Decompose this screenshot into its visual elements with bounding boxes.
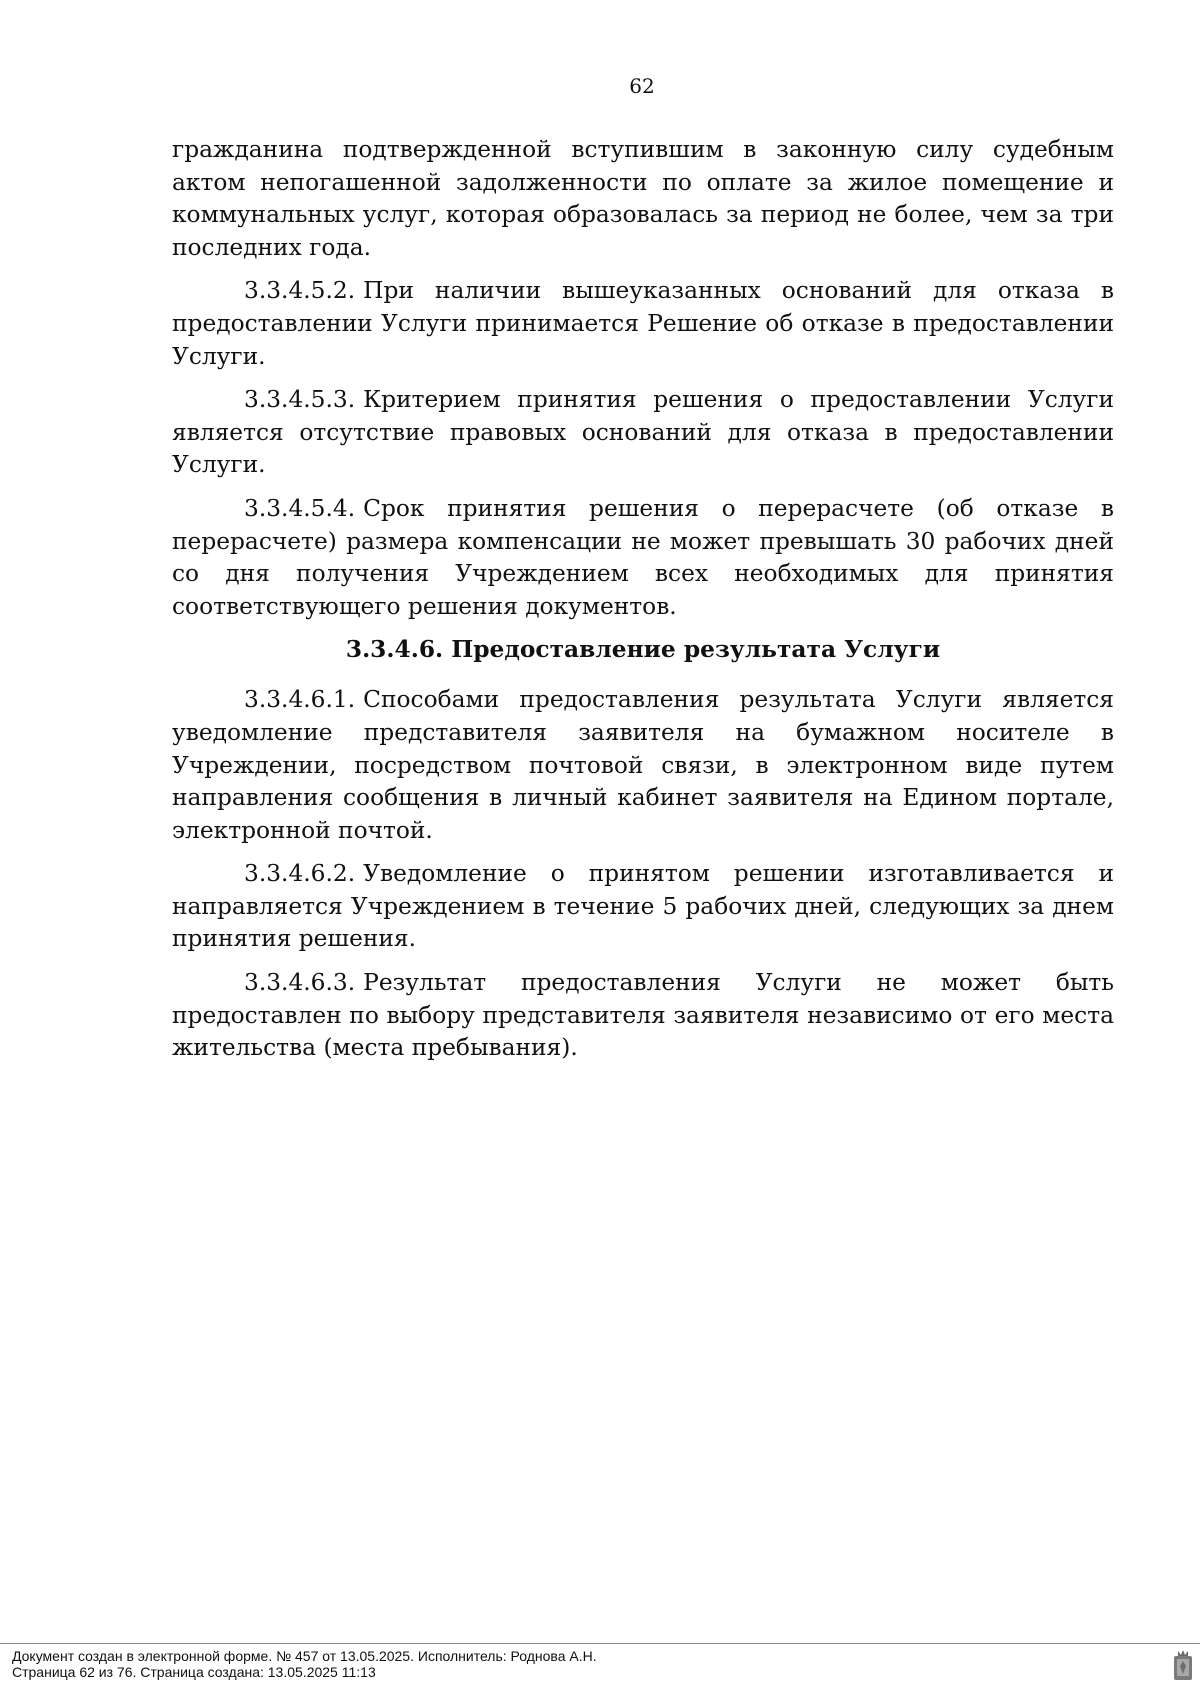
footer-divider <box>0 1643 1200 1644</box>
footer-line-document: Документ создан в электронной форме. № 457 от 13.05.2025. Исполнитель: Роднова А.Н. <box>12 1648 597 1664</box>
footer <box>12 1648 597 1680</box>
clause-text: Критерием принятия решения о предоставлении Услуги является отсутствие правовых оснований для отказа в предоставлении Услуги. <box>172 386 1114 479</box>
clause-number: 3.3.4.6.3. <box>244 969 356 997</box>
clause-text: При наличии вышеуказанных оснований для отказа в предоставлении Услуги принимается Решение об отказе в предоставлении Услуги. <box>172 277 1114 370</box>
document-body <box>172 134 1114 1076</box>
paragraph-3-3-4-5-2 <box>172 275 1114 373</box>
clause-text: Уведомление о принятом решении изготавливается и направляется Учреждением в течение 5 рабочих дней, следующих за днем принятия решения. <box>172 860 1114 953</box>
footer-line-page: Страница 62 из 76. Страница создана: 13.05.2025 11:13 <box>12 1664 376 1680</box>
clause-number: 3.3.4.5.2. <box>244 277 356 305</box>
coat-of-arms-icon <box>1172 1648 1194 1682</box>
paragraph-continuation: гражданина подтвержденной вступившим в законную силу судебным актом непогашенной задолженности по оплате за жилое помещение и коммунальных услуг, которая образовалась за период не более, чем за три последних года. <box>172 136 1114 261</box>
paragraph-3-3-4-5-4 <box>172 493 1114 623</box>
section-heading: 3.3.4.6. Предоставление результата Услуги <box>345 636 941 664</box>
clause-text: Способами предоставления результата Услуги является уведомление представителя заявителя на бумажном носителе в Учреждении, посредством почтовой связи, в электронном виде путем направления сообщения в личный кабинет заявителя на Едином портале, электронной почтой. <box>172 686 1114 844</box>
clause-number: 3.3.4.5.3. <box>244 386 356 414</box>
paragraph-3-3-4-6-2 <box>172 858 1114 956</box>
page-number: 62 <box>629 74 655 98</box>
clause-number: 3.3.4.5.4. <box>244 494 356 522</box>
clause-text: Срок принятия решения о перерасчете (об отказе в перерасчете) размера компенсации не может превышать 30 рабочих дней со дня получения Учреждением всех необходимых для принятия соответствующего решения документов. <box>172 494 1114 620</box>
clause-number: 3.3.4.6.1. <box>244 686 356 714</box>
paragraph-3-3-4-6-3 <box>172 967 1114 1065</box>
paragraph-3-3-4-6-1 <box>172 684 1114 847</box>
paragraph-3-3-4-5-3 <box>172 384 1114 482</box>
clause-text: Результат предоставления Услуги не может быть предоставлен по выбору представителя заявителя независимо от его места жительства (места пребывания). <box>172 969 1114 1062</box>
clause-number: 3.3.4.6.2. <box>244 860 356 888</box>
